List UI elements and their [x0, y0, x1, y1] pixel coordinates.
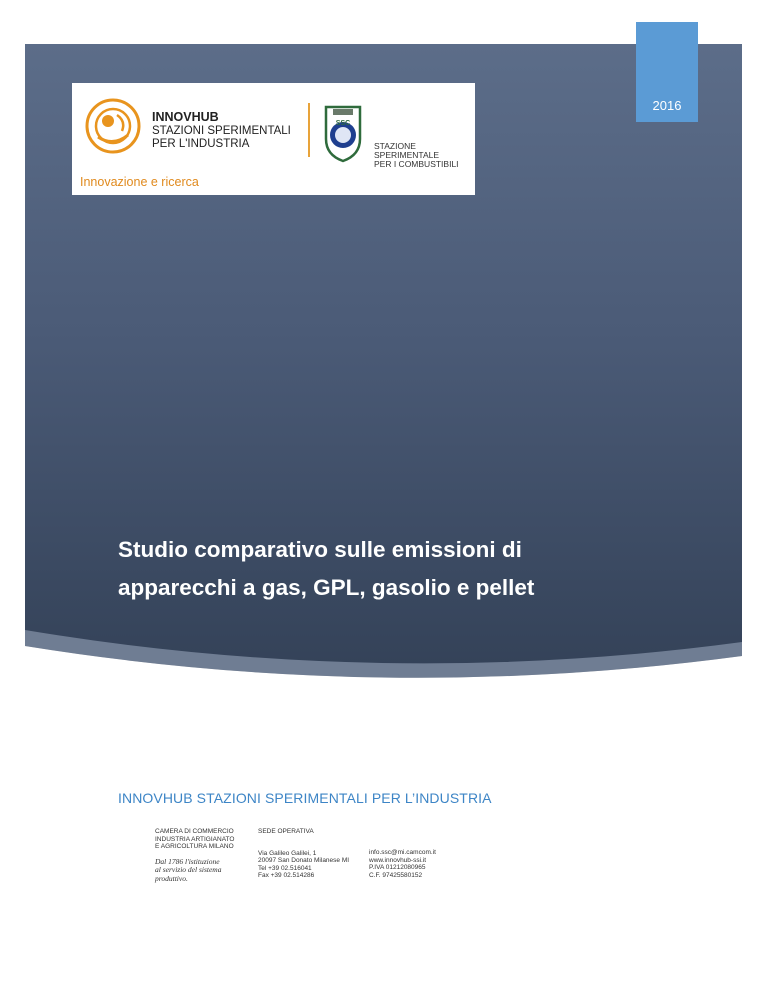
innovhub-emblem-icon — [84, 97, 142, 155]
footer-address-line2: 20097 San Donato Milanese MI — [258, 857, 350, 865]
innovhub-line3: PER L'INDUSTRIA — [152, 138, 250, 150]
footer-chamber-line3: E AGRICOLTURA MILANO — [155, 843, 234, 851]
footer-sede-label: SEDE OPERATIVA — [258, 828, 314, 835]
organization-heading: INNOVHUB STAZIONI SPERIMENTALI PER L’INDUSTRIA — [118, 790, 492, 806]
ssc-badge-text: SSC — [335, 120, 351, 127]
footer-address-line3: Tel +39 02.516041 — [258, 864, 312, 872]
footer-contact-website[interactable]: www.innovhub-ssi.it — [369, 856, 427, 864]
document-title-line1: Studio comparativo sulle emissioni di — [118, 537, 522, 562]
innovhub-line2: STAZIONI SPERIMENTALI — [152, 125, 291, 137]
innovhub-wordmark — [152, 111, 291, 151]
footer-address-block — [258, 828, 349, 880]
year-label: 2016 — [652, 98, 682, 113]
document-title-line2: apparecchi a gas, GPL, gasolio e pellet — [118, 575, 535, 600]
ssc-line2: PER I COMBUSTIBILI — [374, 159, 459, 169]
footer-contact-taxcode: C.F. 97425580152 — [369, 871, 423, 879]
footer-address-line4: Fax +39 02.514286 — [258, 872, 315, 880]
footer-motto-line1: Dal 1786 l'istituzione — [155, 856, 220, 866]
footer-motto-line3: produttivo. — [155, 873, 188, 883]
ssc-badge-icon — [320, 105, 366, 163]
logo-divider — [308, 103, 310, 157]
footer-chamber-block — [155, 828, 234, 883]
footer-motto-line2: al servizio del sistema — [155, 865, 222, 875]
footer-chamber-line2: INDUSTRIA ARTIGIANATO — [155, 835, 235, 843]
footer-contact-vat: P.IVA 01212080965 — [369, 864, 426, 872]
footer-address-line1: Via Galileo Galilei, 1 — [258, 849, 317, 857]
footer-chamber-line1: CAMERA DI COMMERCIO — [155, 828, 234, 835]
footer-contact-email[interactable]: info.ssc@mi.camcom.it — [369, 849, 436, 856]
ssc-line1: STAZIONE SPERIMENTALE — [374, 141, 440, 160]
cover-bottom-curve — [25, 620, 742, 700]
innovhub-brand: INNOVHUB — [152, 110, 219, 124]
ssc-wordmark — [374, 142, 475, 169]
document-title — [118, 531, 638, 607]
logo-banner — [72, 83, 475, 195]
footer-contact-block — [369, 849, 436, 879]
innovhub-tagline: Innovazione e ricerca — [80, 175, 199, 189]
